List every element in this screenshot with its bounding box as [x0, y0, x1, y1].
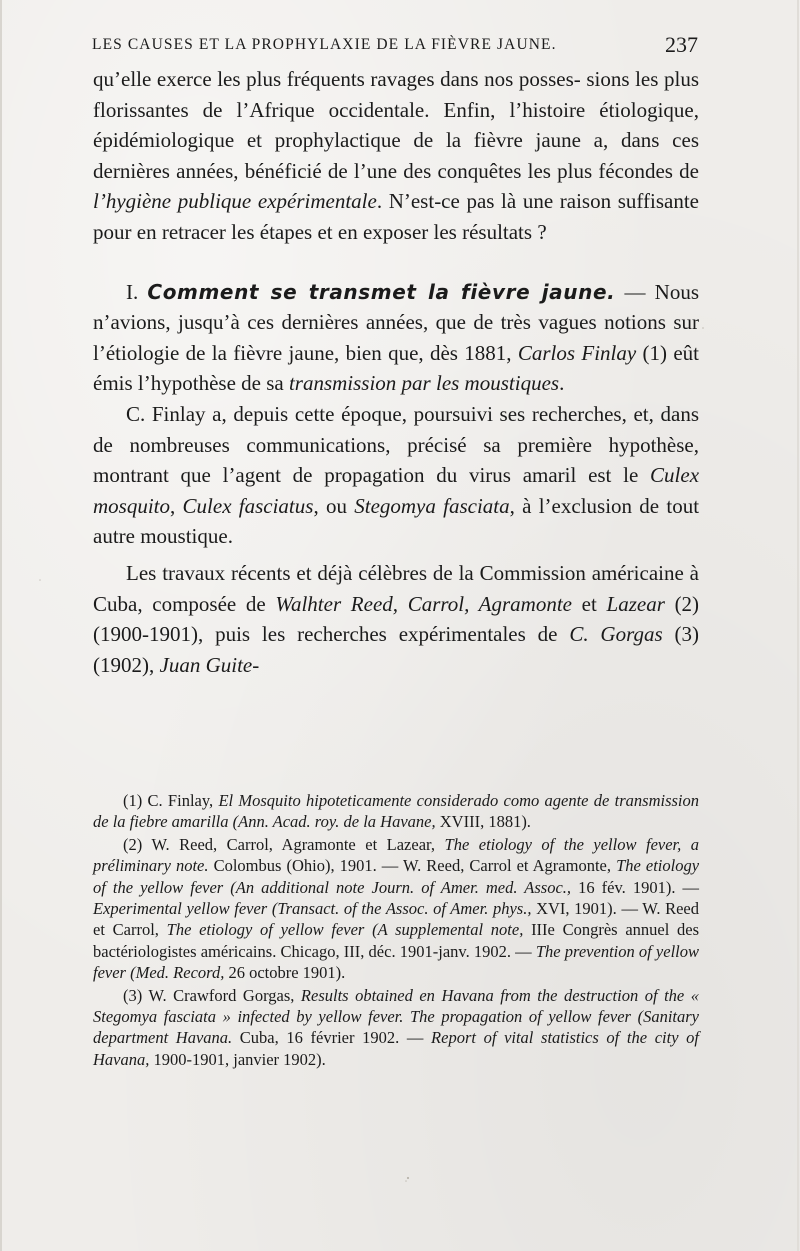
finlay-paragraph: C. Finlay a, depuis cette époque, poursuivi ses recherches, et, dans de nombreuses communications, précisé sa première hypothèse, montrant que l’agent de propagation du virus amaril est le Culex mosquito, Culex fasciatus, ou Stegomya fasciata, à l’exclusion de tout autre moustique.	[93, 401, 700, 549]
footnotes	[93, 790, 699, 1070]
section-number: I.	[126, 279, 139, 304]
page-header	[92, 32, 698, 60]
running-head: LES CAUSES ET LA PROPHYLAXIE DE LA FIÈVRE JAUNE.	[92, 36, 557, 53]
author-finlay: Carlos Finlay	[517, 340, 637, 365]
page-number: 237	[665, 32, 698, 57]
intro-paragraph: qu’elle exerce les plus fréquents ravages dans nos posses- sions les plus florissantes de l’Afrique occidentale. Enfin, l’histoire étiologique, épidémiologique et prophylactique de la fièvre jaune a, dans ces dernières années, bénéficié de l’une des conquêtes les plus fécondes de l’hygiène publique expérimentale. N’est-ce pas là une raison suffisante pour en retracer les étapes et en exposer les résultats ?	[93, 67, 700, 244]
section-paragraph: I. Comment se transmet la fièvre jaune. — Nous n’avions, jusqu’à ces dernières années, que de très vagues notions sur l’étiologie de la fièvre jaune, bien que, dès 1881, Carlos Finlay (1) eût émis l’hypothèse de sa transmission par les moustiques.	[93, 279, 699, 396]
footnote-3: (3) W. Crawford Gorgas, Results obtained en Havana from the destruction of the « Stegomya fasciata » infected by yellow fever. The propagation of yellow fever (Sanitary department Havana. Cuba, 16 février 1902. — Report of vital statistics of the city of Havana, 1900-1901, janvier 1902).	[93, 985, 700, 1069]
footnote-2: (2) W. Reed, Carrol, Agramonte et Lazear, The etiology of the yellow fever, a préliminary note. Colombus (Ohio), 1901. — W. Reed, Carrol et Agramonte, The etiology of the yellow fever (An additional note Journ. of Amer. med. Assoc., 16 fév. 1901). — Experimental yellow fever (Transact. of the Assoc. of Amer. phys., XVI, 1901). — W. Reed et Carrol, The etiology of yellow fever (A supplemental note, IIIe Congrès annuel des bactériologistes américains. Chicago, III, déc. 1901-janv. 1902. — The prevention of yellow fever (Med. Record, 26 octobre 1901).	[93, 834, 700, 983]
main-text	[93, 64, 699, 680]
section-title: Comment se transmet la fièvre jaune.	[147, 279, 616, 304]
footnote-1: (1) C. Finlay, El Mosquito hipoteticamente considerado como agente de transmission de la fiebre amarilla (Ann. Acad. roy. de la Havane, XVIII, 1881).	[93, 791, 699, 832]
commission-paragraph: Les travaux récents et déjà célèbres de la Commission américaine à Cuba, composée de Walhter Reed, Carrol, Agramonte et Lazear (2) (1900-1901), puis les recherches expérimentales de C. Gorgas (3) (1902), Juan Guite-	[93, 560, 700, 677]
